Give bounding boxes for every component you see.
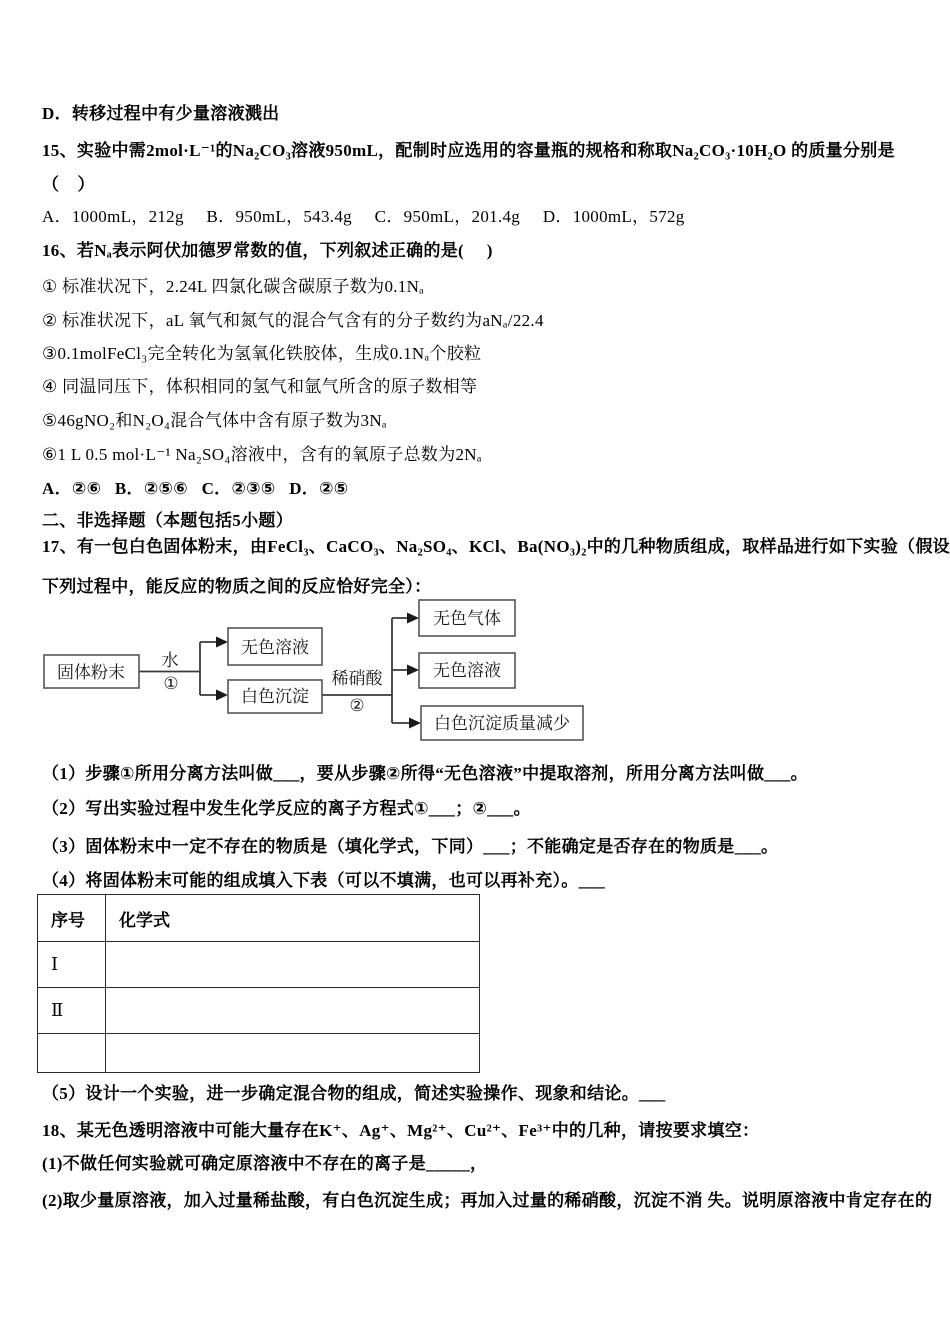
q17-part-4: （4）将固体粉末可能的组成填入下表（可以不填满，也可以再补充）。___ <box>42 871 605 890</box>
table-row-index: Ⅱ <box>38 988 106 1034</box>
table-row <box>38 942 480 988</box>
edge-label-dilute-nitric-acid: 稀硝酸 <box>331 669 383 688</box>
table-row-formula-cell <box>106 1034 480 1073</box>
q16-item-4: ④ 同温同压下，体积相同的氢气和氩气所含的原子数相等 <box>42 377 478 396</box>
table-row-index: Ⅰ <box>38 942 106 988</box>
arrow-icon <box>216 690 228 701</box>
q17-part-5: （5）设计一个实验，进一步确定混合物的组成，简述实验操作、现象和结论。___ <box>42 1084 666 1103</box>
q17-answer-table <box>37 894 480 1073</box>
q17-part-3: （3）固体粉末中一定不存在的物质是（填化学式，下同）___；不能确定是否存在的物质是___。 <box>42 837 779 856</box>
question-15-parens: （ ） <box>42 175 95 194</box>
q17-flowchart <box>40 592 600 747</box>
q16-item-6: ⑥1 L 0.5 mol·L⁻¹ Na₂SO₄溶液中，含有的氧原子总数为2Nₐ <box>42 445 482 464</box>
node-colorless-solution-2-label: 无色溶液 <box>433 661 501 680</box>
q16-item-5: ⑤46gNO₂和N₂O₄混合气体中含有原子数为3Nₐ <box>42 411 387 430</box>
edge-label-step1: ① <box>163 674 179 693</box>
section-2-heading: 二、非选择题（本题包括5小题） <box>42 511 293 530</box>
table-header-row <box>38 895 480 942</box>
option-d-line: D．转移过程中有少量溶液溅出 <box>42 104 280 123</box>
arrow-icon <box>216 637 228 648</box>
q17-part-2: （2）写出实验过程中发生化学反应的离子方程式①___；②___。 <box>42 799 531 818</box>
node-colorless-gas-label: 无色气体 <box>433 609 501 628</box>
question-16-stem: 16、若Nₐ表示阿伏加德罗常数的值，下列叙述正确的是( ) <box>42 241 493 260</box>
q18-part-1: (1)不做任何实验就可确定原溶液中不存在的离子是_____， <box>42 1154 488 1173</box>
node-mass-decrease-label: 白色沉淀质量减少 <box>434 714 570 733</box>
q18-part-2: (2)取少量原溶液，加入过量稀盐酸，有白色沉淀生成；再加入过量的稀硝酸，沉淀不消 失。说明原溶液中肯定存在的 <box>42 1191 933 1210</box>
question-17-stem-line2: 下列过程中，能反应的物质之间的反应恰好完全）： <box>42 577 432 596</box>
question-15-choices: A．1000mL，212g B．950mL，543.4g C．950mL，201.4g D．1000mL，572g <box>42 207 685 226</box>
q16-item-3: ③0.1molFeCl₃完全转化为氢氧化铁胶体，生成0.1Nₐ个胶粒 <box>42 344 482 363</box>
question-17-stem-line1: 17、有一包白色固体粉末，由FeCl₃、CaCO₃、Na₂SO₄、KCl、Ba(NO₃)₂中的几种物质组成，取样品进行如下实验（假设 <box>42 537 950 556</box>
table-row-formula-cell <box>106 942 480 988</box>
table-header-formula: 化学式 <box>106 895 480 942</box>
arrow-icon <box>409 718 421 729</box>
q16-item-2: ② 标准状况下，aL 氧气和氮气的混合气含有的分子数约为aNₐ/22.4 <box>42 311 544 330</box>
arrow-icon <box>407 613 419 624</box>
table-row <box>38 988 480 1034</box>
q16-item-1: ① 标准状况下，2.24L 四氯化碳含碳原子数为0.1Nₐ <box>42 277 425 296</box>
table-row-index <box>38 1034 106 1073</box>
q17-part-1: （1）步骤①所用分离方法叫做___，要从步骤②所得“无色溶液”中提取溶剂，所用分离方法叫做___。 <box>42 764 808 783</box>
node-colorless-solution-1-label: 无色溶液 <box>241 638 309 657</box>
node-solid-powder-label: 固体粉末 <box>57 663 125 682</box>
edge-label-step2: ② <box>349 696 365 715</box>
table-row-formula-cell <box>106 988 480 1034</box>
question-15-stem: 15、实验中需2mol·L⁻¹的Na₂CO₃溶液950mL，配制时应选用的容量瓶的规格和称取Na₂CO₃·10H₂O 的质量分别是 <box>42 141 895 160</box>
question-16-choices: A．②⑥ B．②⑤⑥ C．②③⑤ D．②⑤ <box>42 479 349 498</box>
table-row <box>38 1034 480 1073</box>
table-header-index: 序号 <box>38 895 106 942</box>
arrow-icon <box>407 665 419 676</box>
edge-label-water: 水 <box>161 651 179 670</box>
question-18-stem: 18、某无色透明溶液中可能大量存在K⁺、Ag⁺、Mg²⁺、Cu²⁺、Fe³⁺中的几种，请按要求填空： <box>42 1121 760 1140</box>
node-white-precipitate-label: 白色沉淀 <box>241 687 309 706</box>
